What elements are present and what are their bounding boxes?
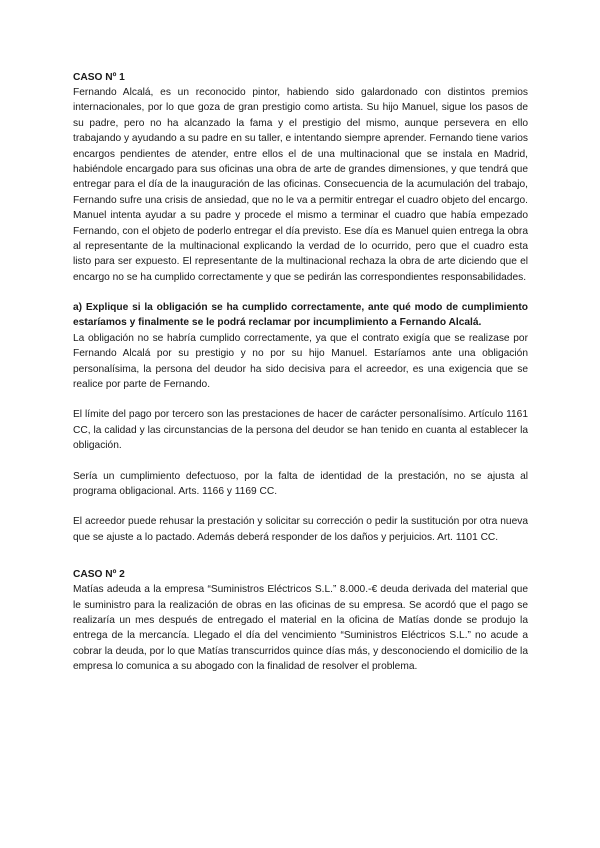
case2-statement: Matías adeuda a la empresa “Suministros Eléctricos S.L.” 8.000.-€ deuda derivada del material que le suministro para la realización de obras en las oficinas de su empresa. Se acordó que el pago se realizaría un mes después de entregado el material en la oficina de Matías donde se produjo la entrega de la mercancía. Llegado el día del vencimiento “Suministros Eléctricos S.L.” no acude a cobrar la deuda, por lo que Matías transcurridos quince días más, y desconociendo el domicilio de la empresa lo comunica a su abogado con la finalidad de resolver el problema.	[73, 584, 528, 673]
case1-question: a) Explique si la obligación se ha cumplido correctamente, ante qué modo de cumplimiento estaríamos y finalmente se le podrá reclamar por incumplimiento a Fernando Alcalá.	[73, 302, 528, 329]
case2-title: CASO Nº 2	[73, 569, 125, 581]
case1-answer-4: El acreedor puede rehusar la prestación y solicitar su corrección o pedir la sustitución por otra nueva que se ajuste a lo pactado. Además deberá responder de los daños y perjuicios. Art. 1101 CC.	[73, 516, 528, 543]
case1-statement: Fernando Alcalá, es un reconocido pintor, habiendo sido galardonado con distintos premios internacionales, por lo que goza de gran prestigio como artista. Su hijo Manuel, sigue los pasos de su padre, pero no ha alcanzado la fama y el prestigio del mismo, aunque persevera en ello trabajando y ayudando a su padre en su taller, e intentando siempre aprender. Fernando tiene varios encargos pendientes de atender, entre ellos el de una multinacional que se instala en Madrid, habiéndole encargado para sus oficinas una obra de arte de grandes dimensiones, y que tendrá que entregar para el día de la inauguración de las oficinas. Consecuencia de la acumulación del trabajo, Fernando sufre una crisis de ansiedad, que no le va a permitir entregar el cuadro objeto del encargo. Manuel intenta ayudar a su padre y procede el mismo a terminar el cuadro que había empezado Fernando, con el objeto de poderlo entregar el día previsto. Ese día es Manuel quien entrega la obra al representante de la multinacional explicando la verdad de lo ocurrido, pero que el cuadro esta listo para ser expuesto. El representante de la multinacional rechaza la obra de arte diciendo que el encargo no se ha cumplido correctamente y que se pedirán las correspondientes responsabilidades.	[73, 87, 528, 283]
case1-answer-3: Sería un cumplimiento defectuoso, por la falta de identidad de la prestación, no se ajusta al programa obligacional. Arts. 1166 y 1169 CC.	[73, 470, 528, 497]
case1-title: CASO Nº 1	[73, 72, 125, 83]
case1-answer-2: El límite del pago por tercero son las prestaciones de hacer de carácter personalísimo. Artículo 1161 CC, la calidad y las circunstancias de la persona del deudor se han tenido en cuanta al establecer la obligación.	[73, 409, 528, 452]
case1-answer-1: La obligación no se habría cumplido correctamente, ya que el contrato exigía que se realizase por Fernando Alcalá por su prestigio y no por su hijo Manuel. Estaríamos ante una obligación personalísima, la persona del deudor ha sido decisiva para el acreedor, es una exigencia que se realice por parte de Fernando.	[73, 332, 528, 390]
